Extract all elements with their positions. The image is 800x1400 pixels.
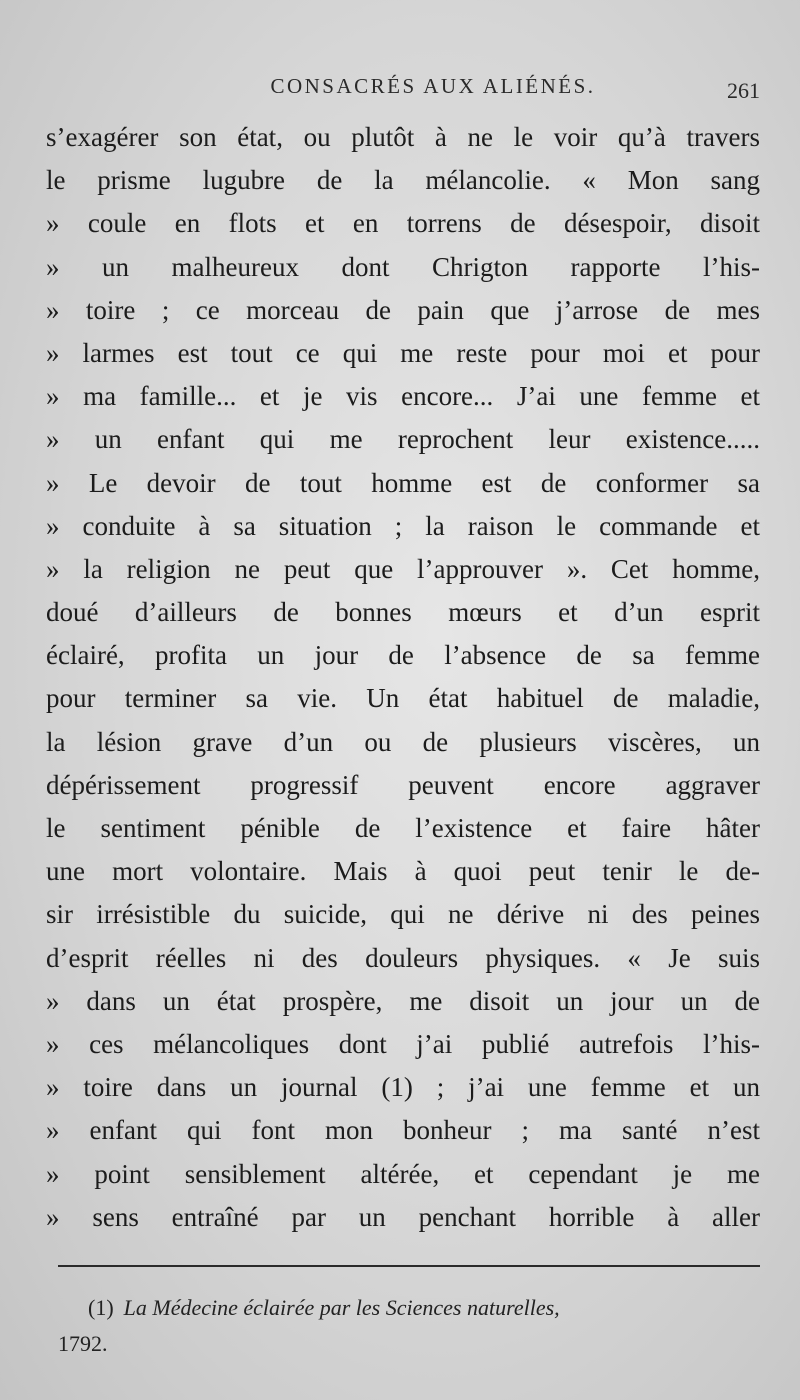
page-number: 261 [727,78,760,103]
text-line: doué d’ailleurs de bonnes mœurs et d’un esprit [46,597,760,628]
text-line: » Le devoir de tout homme est de conformer sa [46,467,760,498]
footnote-rule [58,1265,760,1267]
text-line: » toire ; ce morceau de pain que j’arrose de mes [46,294,760,325]
footnote-marker: (1) [88,1295,114,1320]
text-line: » point sensiblement altérée, et cependant je me [46,1158,760,1189]
running-title: CONSACRÉS AUX ALIÉNÉS. [270,74,596,98]
body-text [46,116,760,1239]
text-line: » la religion ne peut que l’approuver ». Cet homme, [46,553,760,584]
text-line: le prisme lugubre de la mélancolie. « Mon sang [46,165,760,196]
text-line: d’esprit réelles ni des douleurs physiques. « Je suis [46,942,760,973]
footnote-title: La Médecine éclairée par les Sciences naturelles, [123,1295,560,1320]
text-line: » conduite à sa situation ; la raison le commande et [46,510,760,541]
footnote-line [58,1290,760,1326]
text-line: s’exagérer son état, ou plutôt à ne le voir qu’à travers [46,122,760,152]
text-line: » sens entraîné par un penchant horrible à aller [46,1201,760,1232]
text-line: » dans un état prospère, me disoit un jour un de [46,985,760,1016]
text-line: » enfant qui font mon bonheur ; ma santé n’est [46,1115,760,1146]
text-line: » ma famille... et je vis encore... J’ai une femme et [46,381,760,412]
text-line: le sentiment pénible de l’existence et faire hâter [46,813,760,843]
text-line: une mort volontaire. Mais à quoi peut tenir le de- [46,856,760,887]
footnote [58,1290,760,1362]
text-line: » un malheureux dont Chrigton rapporte l’his- [46,251,760,282]
text-line: » coule en flots et en torrens de désespoir, disoit [46,208,760,239]
text-line: » toire dans un journal (1) ; j’ai une femme et un [46,1072,760,1103]
running-head [48,74,760,104]
text-line: sir irrésistible du suicide, qui ne dérive ni des peines [46,899,760,930]
text-line: » larmes est tout ce qui me reste pour moi et pour [46,337,760,368]
footnote-year: 1792. [58,1331,108,1356]
text-line: la lésion grave d’un ou de plusieurs viscères, un [46,726,760,757]
text-line: dépérissement progressif peuvent encore aggraver [46,769,760,800]
text-line: éclairé, profita un jour de l’absence de sa femme [46,640,760,671]
text-line: » un enfant qui me reprochent leur existence..... [46,424,760,455]
text-line: » ces mélancoliques dont j’ai publié autrefois l’his- [46,1028,760,1059]
text-line: pour terminer sa vie. Un état habituel de maladie, [46,683,760,714]
